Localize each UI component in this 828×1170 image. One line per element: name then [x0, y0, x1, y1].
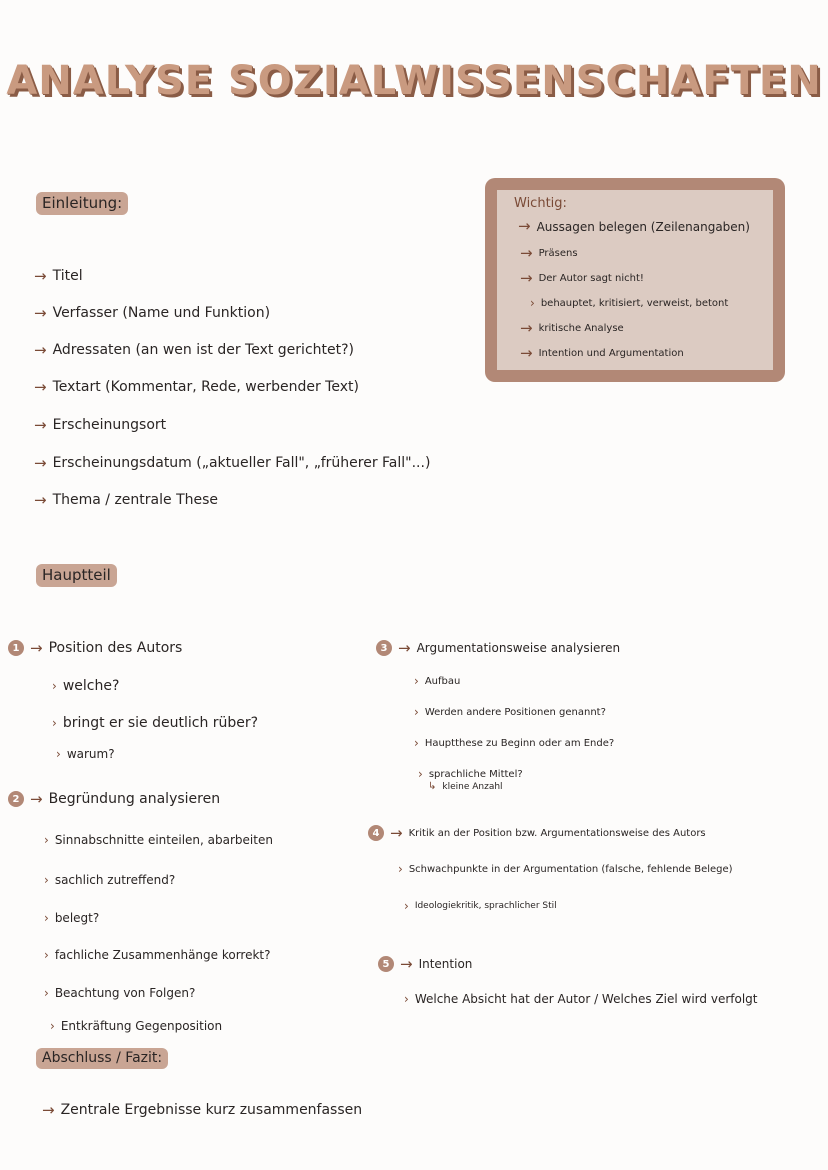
arrow-icon: ↳ — [428, 781, 437, 792]
arrow-icon: → — [520, 344, 533, 362]
list-item: → Textart (Kommentar, Rede, werbender Text) — [34, 377, 359, 396]
list-item: › sachlich zutreffend? — [44, 873, 176, 887]
abschluss-heading: Abschluss / Fazit: — [36, 1048, 168, 1069]
arrow-icon: → — [520, 269, 533, 287]
list-item: › Beachtung von Folgen? — [44, 986, 196, 1000]
chevron-right-icon: › — [44, 833, 49, 847]
chevron-right-icon: › — [404, 899, 409, 913]
number-badge: 3 — [376, 640, 392, 656]
list-item: › Entkräftung Gegenposition — [50, 1019, 223, 1033]
chevron-right-icon: › — [414, 705, 419, 719]
einleitung-heading: Einleitung: — [36, 192, 128, 215]
list-item: › Welche Absicht hat der Autor / Welches Ziel wird verfolgt — [404, 992, 758, 1006]
chevron-right-icon: › — [530, 296, 535, 310]
list-item: › behauptet, kritisiert, verweist, betont — [530, 296, 729, 310]
list-item: → Titel — [34, 266, 83, 285]
arrow-icon: → — [34, 340, 47, 359]
number-badge: 4 — [368, 825, 384, 841]
list-item: → kritische Analyse — [520, 319, 624, 337]
chevron-right-icon: › — [50, 1019, 55, 1033]
arrow-icon: → — [34, 453, 47, 472]
list-item: › belegt? — [44, 911, 100, 925]
chevron-right-icon: › — [414, 674, 419, 688]
list-item: › bringt er sie deutlich rüber? — [52, 715, 259, 731]
arrow-icon: → — [400, 954, 413, 973]
section-5-title: 5 → Intention — [378, 956, 472, 972]
arrow-icon: → — [30, 638, 43, 657]
list-item: → Thema / zentrale These — [34, 490, 219, 509]
arrow-icon: → — [390, 823, 403, 842]
arrow-icon: → — [34, 303, 47, 322]
chevron-right-icon: › — [418, 767, 423, 781]
list-item: › warum? — [56, 747, 115, 761]
list-item: → Präsens — [520, 244, 578, 262]
arrow-icon: → — [34, 377, 47, 396]
section-3-title: 3 → Argumentationsweise analysieren — [376, 640, 620, 656]
chevron-right-icon: › — [44, 986, 49, 1000]
arrow-icon: → — [34, 490, 47, 509]
list-item: › Hauptthese zu Beginn oder am Ende? — [414, 736, 615, 750]
list-sub-note: ↳ kleine Anzahl — [428, 781, 503, 792]
arrow-icon: → — [30, 789, 43, 808]
arrow-icon: → — [34, 266, 47, 285]
arrow-icon: → — [42, 1100, 55, 1119]
list-item: → Adressaten (an wen ist der Text gerichtet?) — [34, 340, 354, 359]
list-item: → Intention und Argumentation — [520, 344, 684, 362]
number-badge: 2 — [8, 791, 24, 807]
list-item: › Aufbau — [414, 674, 461, 688]
list-item: → Erscheinungsort — [34, 415, 167, 434]
hauptteil-heading: Hauptteil — [36, 564, 117, 587]
arrow-icon: → — [398, 638, 411, 657]
list-item: › Ideologiekritik, sprachlicher Stil — [404, 899, 557, 913]
list-item: › welche? — [52, 678, 120, 694]
number-badge: 1 — [8, 640, 24, 656]
section-1-title: 1 → Position des Autors — [8, 640, 182, 656]
list-item: → Aussagen belegen (Zeilenangaben) — [518, 217, 750, 235]
list-item: › sprachliche Mittel? — [418, 767, 523, 781]
chevron-right-icon: › — [56, 747, 61, 761]
chevron-right-icon: › — [404, 992, 409, 1006]
wichtig-heading: Wichtig: — [514, 196, 567, 211]
chevron-right-icon: › — [44, 873, 49, 887]
arrow-icon: → — [520, 244, 533, 262]
list-item: › Werden andere Positionen genannt? — [414, 705, 606, 719]
list-item: › Sinnabschnitte einteilen, abarbeiten — [44, 833, 273, 847]
arrow-icon: → — [518, 217, 531, 235]
list-item: › fachliche Zusammenhänge korrekt? — [44, 948, 271, 962]
arrow-icon: → — [520, 319, 533, 337]
page-title: ANALYSE SOZIALWISSENSCHAFTEN — [6, 58, 822, 104]
list-item: → Erscheinungsdatum („aktueller Fall", „früherer Fall"...) — [34, 453, 431, 472]
arrow-icon: → — [34, 415, 47, 434]
list-item: → Der Autor sagt nicht! — [520, 269, 644, 287]
chevron-right-icon: › — [414, 736, 419, 750]
chevron-right-icon: › — [52, 716, 57, 730]
number-badge: 5 — [378, 956, 394, 972]
list-item: → Zentrale Ergebnisse kurz zusammenfassen — [42, 1100, 363, 1119]
chevron-right-icon: › — [398, 862, 403, 876]
chevron-right-icon: › — [44, 948, 49, 962]
list-item: › Schwachpunkte in der Argumentation (falsche, fehlende Belege) — [398, 862, 733, 876]
chevron-right-icon: › — [52, 679, 57, 693]
section-2-title: 2 → Begründung analysieren — [8, 791, 220, 807]
list-item: → Verfasser (Name und Funktion) — [34, 303, 271, 322]
chevron-right-icon: › — [44, 911, 49, 925]
section-4-title: 4 → Kritik an der Position bzw. Argumentationsweise des Autors — [368, 825, 706, 841]
